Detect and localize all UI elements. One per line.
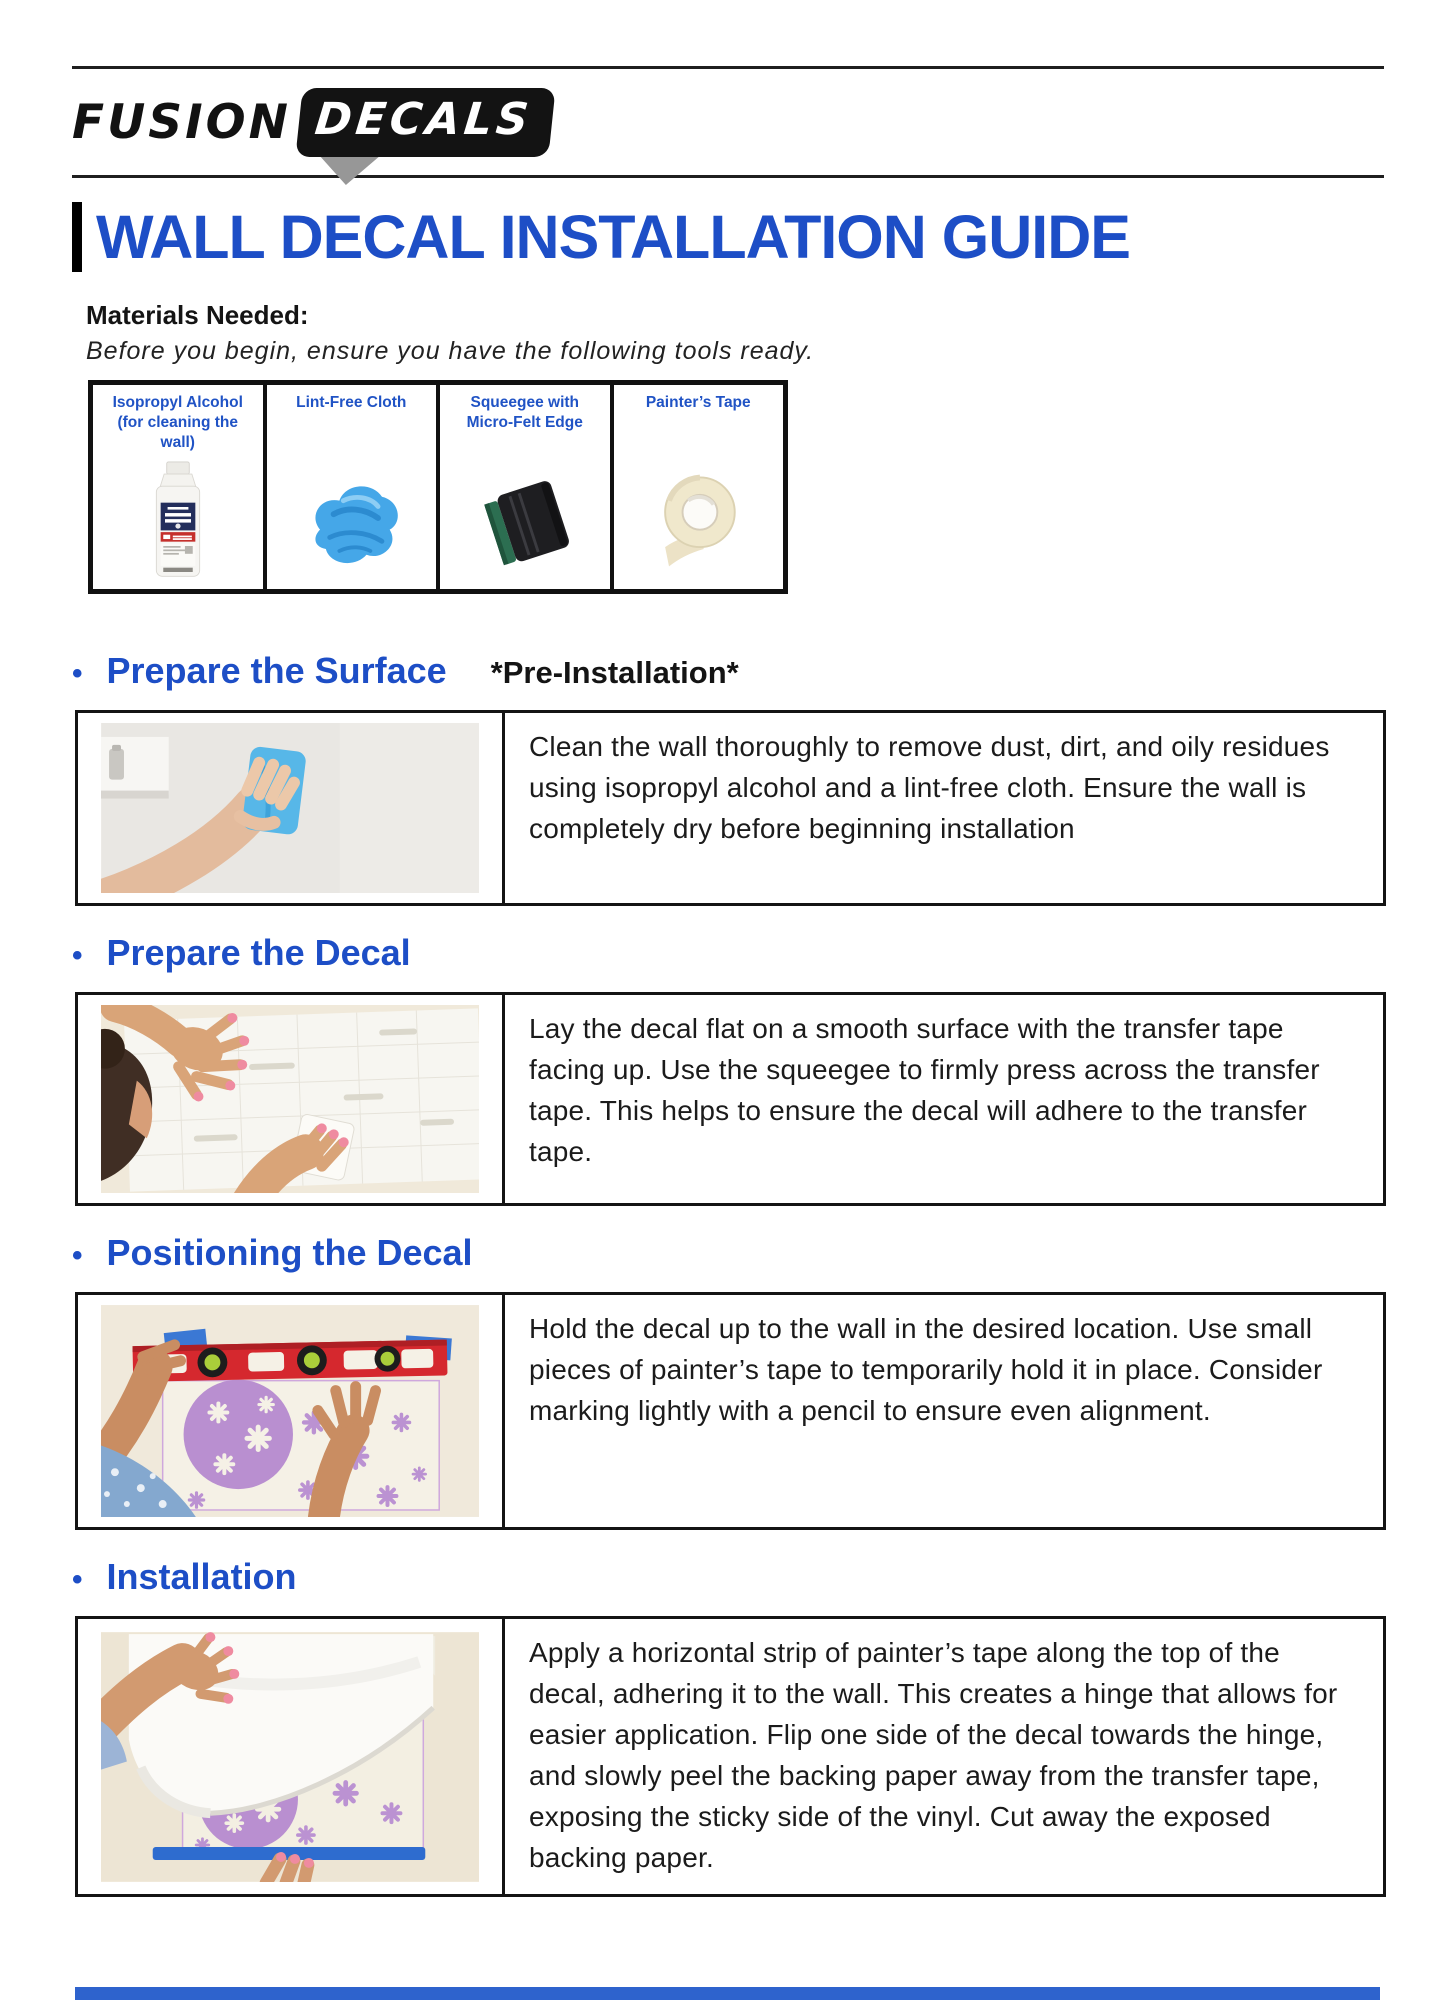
bullet-icon: • xyxy=(72,657,83,691)
step4-heading xyxy=(72,1556,1384,1598)
bullet-icon: • xyxy=(72,939,83,973)
step3-row xyxy=(75,1292,1386,1530)
material-cell-isopropyl xyxy=(93,385,267,589)
page-title: WALL DECAL INSTALLATION GUIDE xyxy=(96,203,1130,271)
step4-photo-peeling-backing xyxy=(78,1619,505,1894)
material-label: Lint-Free Cloth xyxy=(296,394,407,412)
step1-text-cell xyxy=(505,713,1383,903)
material-cell-cloth xyxy=(267,385,441,589)
step3-text-cell xyxy=(505,1295,1383,1527)
step3-photo-spirit-level xyxy=(78,1295,505,1527)
step1-photo-wiping-wall xyxy=(78,713,505,903)
step4-row xyxy=(75,1616,1386,1897)
title-accent-bar xyxy=(72,202,82,272)
step1-note: *Pre-Installation* xyxy=(490,655,739,691)
logo-divider xyxy=(72,175,1384,178)
lint-free-cloth-image xyxy=(293,457,409,583)
squeegee-image xyxy=(467,457,583,583)
materials-heading: Materials Needed: xyxy=(86,300,309,331)
step4-text-cell xyxy=(505,1619,1383,1894)
step1-instructions: Clean the wall thoroughly to remove dust, dirt, and oily residues using isopropyl alcohol and a lint-free cloth. Ensure the wall is completely dry before beginning installation xyxy=(529,731,1330,844)
next-section-bar xyxy=(75,1987,1380,2000)
step3-instructions: Hold the decal up to the wall in the desired location. Use small pieces of painter’s tape to temporarily hold it in place. Consider marking lightly with a pencil to ensure even alignment. xyxy=(529,1313,1323,1426)
step4-instructions: Apply a horizontal strip of painter’s tape along the top of the decal, adhering it to the wall. This creates a hinge that allows for easier application. Flip one side of the decal towards the hinge, and slowly peel the backing paper away from the transfer tape, exposing the sticky side of the vinyl. Cut away the exposed backing paper. xyxy=(529,1637,1338,1873)
materials-intro: Before you begin, ensure you have the following tools ready. xyxy=(86,337,815,366)
step4-title: Installation xyxy=(106,1556,297,1598)
material-label: Painter’s Tape xyxy=(645,394,751,412)
step2-title: Prepare the Decal xyxy=(106,932,411,974)
material-label: Squeegee with Micro-Felt Edge xyxy=(466,394,583,432)
material-label: Isopropyl Alcohol (for cleaning the wall) xyxy=(112,394,243,452)
top-divider xyxy=(72,66,1384,69)
title-block xyxy=(72,202,1384,272)
logo-fusion-text: FUSION xyxy=(72,94,291,150)
step3-title: Positioning the Decal xyxy=(106,1232,473,1274)
step1-title: Prepare the Surface xyxy=(106,650,447,692)
painters-tape-image xyxy=(640,457,756,583)
step2-text-cell xyxy=(505,995,1383,1203)
logo-decals-text: DECALS xyxy=(312,93,535,145)
step2-heading xyxy=(72,932,1384,974)
step1-row xyxy=(75,710,1386,906)
material-cell-squeegee xyxy=(440,385,614,589)
step2-instructions: Lay the decal flat on a smooth surface with the transfer tape facing up. Use the squeegee to firmly press across the transfer tape. This helps to ensure the decal will adhere to the transfer tape. xyxy=(529,1013,1320,1167)
materials-table xyxy=(88,380,788,594)
isopropyl-alcohol-bottle-image xyxy=(126,457,230,583)
fusion-decals-logo xyxy=(72,79,552,165)
step2-row xyxy=(75,992,1386,1206)
bullet-icon: • xyxy=(72,1239,83,1273)
step1-heading xyxy=(72,650,1384,692)
logo-decals-badge xyxy=(297,90,552,155)
step3-heading xyxy=(72,1232,1384,1274)
bullet-icon: • xyxy=(72,1563,83,1597)
step2-photo-squeegee-decal xyxy=(78,995,505,1203)
material-cell-tape xyxy=(614,385,784,589)
